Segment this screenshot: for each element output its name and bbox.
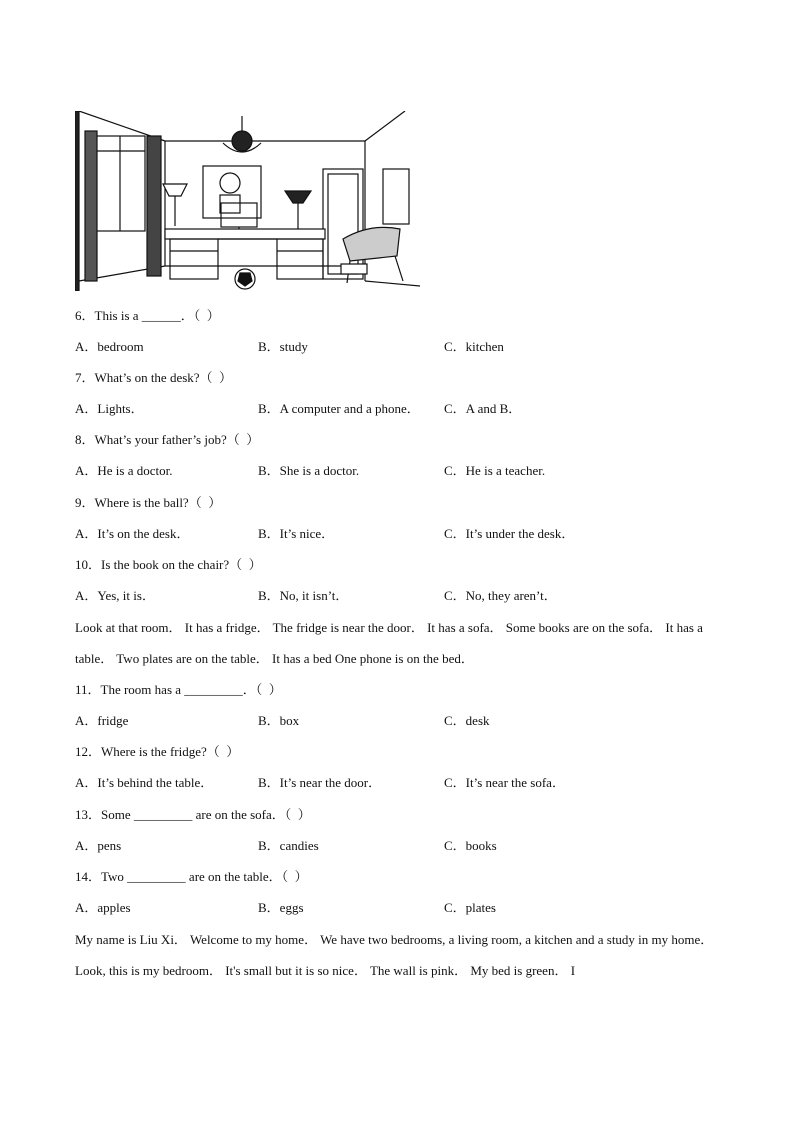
question-8-option-c: C．He is a teacher. (444, 463, 546, 478)
question-14-stem: 14．Two _________ are on the table．（ ） (75, 869, 308, 884)
question-12-option-b: B．It’s near the door． (258, 775, 382, 790)
question-9-option-c: C．It’s under the desk． (444, 526, 575, 541)
question-6-option-a: A．bedroom (75, 339, 144, 354)
study-room-illustration (75, 111, 420, 291)
question-9-option-b: B．It’s nice． (258, 526, 335, 541)
question-10-stem: 10．Is the book on the chair?（ ） (75, 557, 262, 572)
question-7-option-b: B．A computer and a phone． (258, 401, 420, 416)
question-9-stem: 9．Where is the ball?（ ） (75, 495, 222, 510)
question-9-option-a: A．It’s on the desk． (75, 526, 190, 541)
question-8-option-b: B．She is a doctor. (258, 463, 360, 478)
question-14-option-a: A．apples (75, 900, 131, 915)
question-14-option-b: B．eggs (258, 900, 304, 915)
question-6-option-b: B．study (258, 339, 308, 354)
question-8-option-a: A．He is a doctor. (75, 463, 173, 478)
reading-passage-2: My name is Liu Xi． Welcome to my home． We have two bedrooms, a living room, a kitchen and a study in my home． Look, this is my bedroom． It's small but it is so nice． The wall is pink． My bed is green． I (75, 932, 714, 978)
question-8-stem: 8．What’s your father’s job?（ ） (75, 432, 260, 447)
question-11-option-b: B．box (258, 713, 300, 728)
question-13-option-c: C．books (444, 838, 497, 853)
question-7-option-a: A．Lights． (75, 401, 144, 416)
question-13-option-b: B．candies (258, 838, 319, 853)
question-10-option-a: A．Yes, it is． (75, 588, 155, 603)
question-11-option-a: A．fridge (75, 713, 129, 728)
question-7-stem: 7．What’s on the desk?（ ） (75, 370, 233, 385)
reading-passage-1: Look at that room． It has a fridge． The fridge is near the door． It has a sofa． Some books are on the sofa． It has a table． Two plates are on the table． It has a bed One phone is on the bed． (75, 620, 703, 666)
question-12-option-a: A．It’s behind the table． (75, 775, 214, 790)
question-13-stem: 13．Some _________ are on the sofa．（ ） (75, 807, 311, 822)
question-10-option-b: B．No, it isn’t． (258, 588, 349, 603)
question-13-option-a: A．pens (75, 838, 122, 853)
question-11-stem: 11．The room has a _________．（ ） (75, 682, 282, 697)
question-11-option-c: C．desk (444, 713, 490, 728)
question-14-option-c: C．plates (444, 900, 496, 915)
question-6-stem: 6．This is a ______．（ ） (75, 308, 220, 323)
question-7-option-c: C．A and B． (444, 401, 522, 416)
question-12-stem: 12．Where is the fridge?（ ） (75, 744, 240, 759)
question-10-option-c: C．No, they aren’t． (444, 588, 557, 603)
question-6-option-c: C．kitchen (444, 339, 504, 354)
question-12-option-c: C．It’s near the sofa． (444, 775, 565, 790)
